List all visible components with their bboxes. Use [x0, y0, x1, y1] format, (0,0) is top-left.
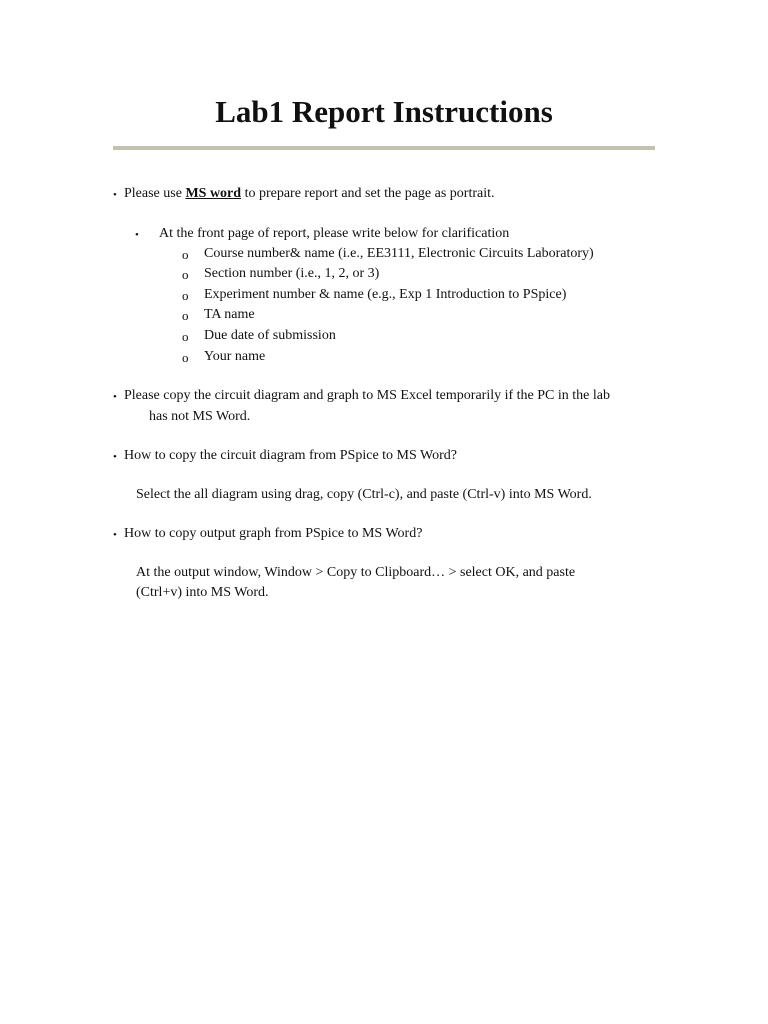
- sub-item-course: Course number& name (i.e., EE3111, Electronic Circuits Laboratory): [204, 246, 594, 261]
- excel-instruction-line1: Please copy the circuit diagram and graph to MS Excel temporarily if the PC in the lab: [124, 388, 610, 403]
- sub-bullet-marker: o: [182, 308, 189, 323]
- graph-copy-question: How to copy output graph from PSpice to MS Word?: [124, 526, 423, 541]
- excel-instruction-line2: has not MS Word.: [149, 409, 251, 424]
- sub-bullet-marker: o: [182, 267, 189, 282]
- front-page-instruction: At the front page of report, please write below for clarification: [159, 226, 510, 241]
- bullet-marker: •: [113, 451, 117, 463]
- sub-item-due-date: Due date of submission: [204, 328, 336, 343]
- instruction-ms-word: [124, 185, 495, 203]
- ms-word-emphasis: MS word: [185, 186, 242, 201]
- sub-item-section: Section number (i.e., 1, 2, or 3): [204, 266, 380, 281]
- sub-item-your-name: Your name: [204, 349, 266, 364]
- circuit-copy-answer: Select the all diagram using drag, copy (Ctrl-c), and paste (Ctrl-v) into MS Word.: [136, 487, 592, 502]
- sub-item-experiment: Experiment number & name (e.g., Exp 1 Introduction to PSpice): [204, 287, 567, 302]
- sub-bullet-marker: o: [182, 247, 189, 262]
- bullet-marker: •: [113, 189, 117, 201]
- bullet-marker: •: [113, 391, 117, 403]
- graph-copy-answer-line1: At the output window, Window > Copy to Clipboard… > select OK, and paste: [136, 565, 576, 580]
- instruction-text: Please use: [124, 186, 186, 201]
- sub-bullet-marker: o: [182, 329, 189, 344]
- sub-bullet-marker: o: [182, 350, 189, 365]
- instruction-text: to prepare report and set the page as portrait.: [241, 186, 495, 201]
- sub-item-ta-name: TA name: [204, 307, 255, 322]
- title-divider: [113, 146, 655, 150]
- bullet-marker: •: [135, 229, 139, 241]
- circuit-copy-question: How to copy the circuit diagram from PSpice to MS Word?: [124, 448, 457, 463]
- graph-copy-answer-line2: (Ctrl+v) into MS Word.: [136, 585, 269, 600]
- sub-bullet-marker: o: [182, 288, 189, 303]
- bullet-marker: •: [113, 529, 117, 541]
- page-title: Lab1 Report Instructions: [215, 94, 553, 129]
